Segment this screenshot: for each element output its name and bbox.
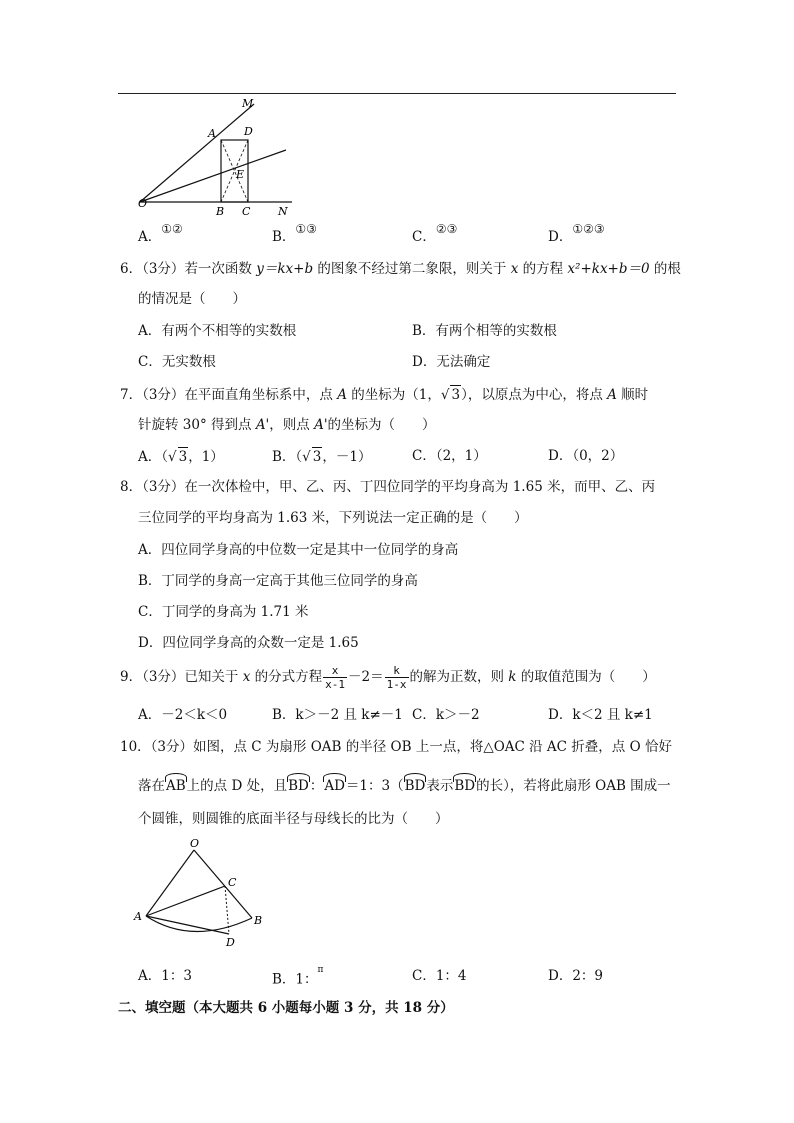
q9-option-a[interactable]: A．－2＜k＜0 [138,707,228,723]
q10-stem-line1: 10．（3分）如图，点 C 为扇形 OAB 的半径 OB 上一点，将△OAC 沿 AC 折叠，点 O 恰好 [120,739,672,755]
q8-option-c[interactable]: C．丁同学的身高为 1.71 米 [138,604,309,620]
q5-option-c[interactable]: C．②③ [412,222,458,245]
q5-option-a[interactable]: A．①② [138,222,183,245]
q8-stem-line1: 8．（3分）在一次体检中，甲、乙、丙、丁四位同学的平均身高为 1.65 米，而甲、乙、丙 [120,479,656,495]
label-B: B [254,914,263,927]
q9-option-c[interactable]: C．k＞－2 [412,707,480,723]
q7-option-c[interactable]: C．（2，1） [412,448,487,464]
q10-option-b[interactable]: B．1：$^\pi$ [272,965,324,988]
q9-fraction-2: $\frac{k}{1-x}$ [386,664,407,691]
q5-option-b[interactable]: B．①③ [272,222,317,245]
q9-option-d[interactable]: D．k＜2 且 k≠1 [548,707,653,723]
label-O: O [190,837,200,850]
q8-option-a[interactable]: A．四位同学身高的中位数一定是其中一位同学的身高 [138,542,459,558]
q7-option-b[interactable]: B．（√ 3，－1） [272,449,372,465]
label-O: O [138,197,148,210]
q6-option-b[interactable]: B．有两个相等的实数根 [412,323,557,339]
label-C: C [242,205,251,218]
q8-stem-line2: 三位同学的平均身高为 1.63 米，下列说法一定正确的是（ ） [138,510,528,526]
label-M: M [242,97,254,110]
angle-rectangle-figure [132,96,302,218]
label-N: N [278,205,288,218]
q10-stem-line2: 落在AB上的点 D 处，且BD：AD＝1：3（BD表示BD的长），若将此扇形 OAB 围成一 [138,778,671,794]
q5-option-d[interactable]: D．①②③ [548,222,605,245]
q6-option-c[interactable]: C．无实数根 [138,354,216,370]
q10-stem-line3: 个圆锥，则圆锥的底面半径与母线长的比为（ ） [138,811,449,827]
q8-option-b[interactable]: B．丁同学的身高一定高于其他三位同学的身高 [138,573,418,589]
q10-option-a[interactable]: A．1：3 [138,968,192,984]
q7-option-a[interactable]: A．（√ 3，1） [138,449,224,465]
label-A: A [208,127,216,140]
q9-option-b[interactable]: B．k＞－2 且 k≠－1 [272,707,403,723]
q6-option-a[interactable]: A．有两个不相等的实数根 [138,323,297,339]
q7-stem-line1: 7．（3分）在平面直角坐标系中，点 A 的坐标为（1，√ 3），以原点为中心，将点 A 顺时 [120,387,649,403]
label-D: D [226,936,235,948]
section-2-heading: 二、填空题（本大题共 6 小题每小题 3 分，共 18 分） [118,1000,454,1016]
label-C: C [228,876,237,889]
q9-fraction-1: $\frac{x}{x-1}$ [325,664,346,691]
label-A: A [134,910,142,923]
q10-option-d[interactable]: D．2：9 [548,968,604,984]
q6-stem-line2: 的情况是（ ） [138,291,246,307]
label-E: E [236,168,245,181]
sector-figure [132,836,272,948]
q7-option-d[interactable]: D．（0，2） [548,448,624,464]
q9-stem: 9．（3分）已知关于 x 的分式方程 $\frac{x}{x-1}$ －2＝ $\frac{k}{1-x}$ 的解为正数，则 k 的取值范围为（ ） [120,664,656,691]
q6-option-d[interactable]: D．无法确定 [412,354,491,370]
q10-option-c[interactable]: C．1：4 [412,968,467,984]
label-D: D [244,125,253,138]
q6-stem-line1: 6．（3分）若一次函数 y＝kx+b 的图象不经过第二象限，则关于 x 的方程 x²+kx+b＝0 的根 [120,261,681,277]
q7-stem-line2: 针旋转 30° 得到点 A'，则点 A'的坐标为（ ） [138,417,436,433]
label-B: B [216,205,225,218]
q8-option-d[interactable]: D．四位同学身高的众数一定是 1.65 [138,635,359,651]
header-rule [118,93,676,94]
